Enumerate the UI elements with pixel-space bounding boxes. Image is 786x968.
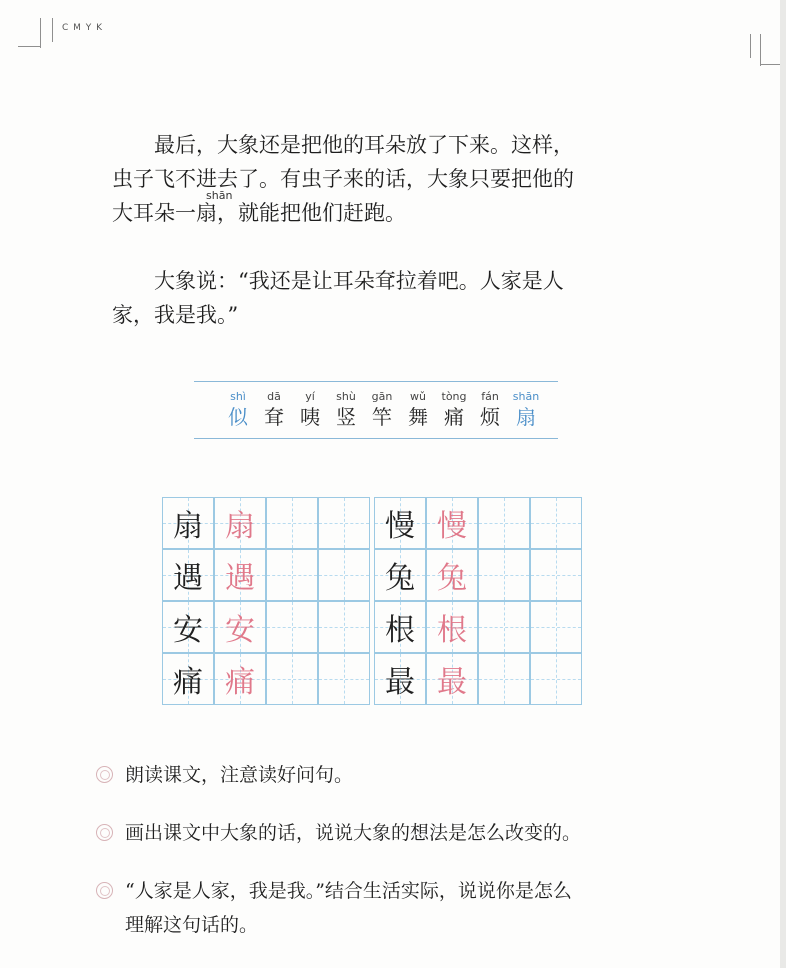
new-character xyxy=(508,390,544,430)
grid-cell[interactable] xyxy=(162,653,214,705)
model-character: 兔 xyxy=(385,561,415,596)
grid-cell[interactable] xyxy=(162,549,214,601)
new-character-hanzi: 舞 xyxy=(408,405,428,429)
grid-cell[interactable] xyxy=(374,601,426,653)
new-character-hanzi: 咦 xyxy=(300,405,320,429)
text-line: 家，我是我。” xyxy=(112,303,239,327)
crop-mark xyxy=(52,18,53,42)
grid-cell[interactable] xyxy=(530,653,582,705)
new-character-hanzi: 耷 xyxy=(264,405,284,429)
new-character-pinyin: dā xyxy=(267,390,281,403)
grid-cell[interactable] xyxy=(374,497,426,549)
new-character xyxy=(328,390,364,430)
new-character xyxy=(256,390,292,430)
page-edge xyxy=(780,0,786,968)
new-character-pinyin: wǔ xyxy=(410,390,426,403)
model-character: 遇 xyxy=(173,561,203,596)
new-chars-top-rule xyxy=(194,381,558,382)
new-character-pinyin: gān xyxy=(371,390,393,403)
new-character xyxy=(220,390,256,430)
new-character xyxy=(400,390,436,430)
grid-cell[interactable] xyxy=(266,653,318,705)
model-character: 安 xyxy=(173,613,203,648)
grid-cell[interactable] xyxy=(162,601,214,653)
new-character-hanzi: 扇 xyxy=(516,405,536,429)
story-paragraph-2 xyxy=(112,264,672,332)
grid-cell[interactable] xyxy=(318,653,370,705)
new-character xyxy=(364,390,400,430)
grid-cell[interactable] xyxy=(266,497,318,549)
grid-cell[interactable] xyxy=(426,601,478,653)
new-character-hanzi: 似 xyxy=(228,405,248,429)
new-character-pinyin: shù xyxy=(336,390,356,403)
model-character: 痛 xyxy=(173,665,203,700)
grid-cell[interactable] xyxy=(530,497,582,549)
exercise-bullet-icon xyxy=(96,882,113,899)
grid-cell[interactable] xyxy=(266,601,318,653)
grid-cell[interactable] xyxy=(162,497,214,549)
new-character-pinyin: shì xyxy=(230,390,246,403)
cmyk-mark: C M Y K xyxy=(62,23,104,33)
writing-practice-grid xyxy=(162,495,582,708)
new-character xyxy=(436,390,472,430)
trace-character: 慢 xyxy=(437,509,467,544)
exercise-bullet-icon xyxy=(96,766,113,783)
new-character-hanzi: 竖 xyxy=(336,405,356,429)
exercise-text: 理解这句话的。 xyxy=(125,914,259,936)
new-character-hanzi: 痛 xyxy=(444,405,464,429)
trace-character: 最 xyxy=(437,665,467,700)
exercise-text: 画出课文中大象的话，说说大象的想法是怎么改变的。 xyxy=(125,822,582,844)
exercise-text: “人家是人家，我是我。”结合生活实际，说说你是怎么 xyxy=(125,880,572,902)
grid-cell[interactable] xyxy=(266,549,318,601)
new-character-hanzi: 烦 xyxy=(480,405,500,429)
grid-cell[interactable] xyxy=(426,653,478,705)
new-characters-strip xyxy=(220,390,544,430)
grid-cell[interactable] xyxy=(214,601,266,653)
grid-cell[interactable] xyxy=(530,601,582,653)
new-character xyxy=(472,390,508,430)
story-paragraph-1 xyxy=(112,128,672,230)
trace-character: 扇 xyxy=(225,509,255,544)
crop-mark xyxy=(760,34,761,66)
grid-cell[interactable] xyxy=(318,601,370,653)
trace-character: 遇 xyxy=(225,561,255,596)
grid-cell[interactable] xyxy=(318,497,370,549)
new-character-pinyin: shān xyxy=(512,390,540,403)
new-character-pinyin: tòng xyxy=(441,390,467,403)
text-line: 最后，大象还是把他的耳朵放了下来。这样， xyxy=(112,133,574,157)
text-line: 虫子飞不进去了。有虫子来的话，大象只要把他的 xyxy=(112,167,574,191)
crop-mark xyxy=(760,64,780,65)
exercise-text: 朗读课文，注意读好问句。 xyxy=(125,764,354,786)
new-chars-bottom-rule xyxy=(194,438,558,439)
crop-mark xyxy=(40,18,41,48)
text-line: 大象说：“我还是让耳朵耷拉着吧。人家是人 xyxy=(112,269,564,293)
new-character-pinyin: yí xyxy=(305,390,315,403)
model-character: 根 xyxy=(385,613,415,648)
grid-cell[interactable] xyxy=(478,601,530,653)
trace-character: 兔 xyxy=(437,561,467,596)
model-character: 最 xyxy=(385,665,415,700)
crop-mark xyxy=(18,46,40,47)
grid-cell[interactable] xyxy=(478,653,530,705)
new-character-hanzi: 竿 xyxy=(372,405,392,429)
trace-character: 安 xyxy=(225,613,255,648)
text-line-content: 大耳朵一扇，就能把他们赶跑。 xyxy=(112,201,406,225)
model-character: 慢 xyxy=(385,509,415,544)
grid-cell[interactable] xyxy=(374,653,426,705)
grid-cell[interactable] xyxy=(374,549,426,601)
text-line xyxy=(112,189,672,230)
grid-cell[interactable] xyxy=(478,549,530,601)
grid-cell[interactable] xyxy=(426,549,478,601)
grid-cell[interactable] xyxy=(214,497,266,549)
new-character xyxy=(292,390,328,430)
crop-mark xyxy=(750,34,751,58)
grid-cell[interactable] xyxy=(530,549,582,601)
pinyin-annotation: shān xyxy=(206,189,233,202)
grid-cell[interactable] xyxy=(214,653,266,705)
grid-cell[interactable] xyxy=(318,549,370,601)
grid-cell[interactable] xyxy=(426,497,478,549)
grid-cell[interactable] xyxy=(214,549,266,601)
exercise-bullet-icon xyxy=(96,824,113,841)
grid-cell[interactable] xyxy=(478,497,530,549)
trace-character: 痛 xyxy=(225,665,255,700)
new-character-pinyin: fán xyxy=(481,390,499,403)
trace-character: 根 xyxy=(437,613,467,648)
model-character: 扇 xyxy=(173,509,203,544)
